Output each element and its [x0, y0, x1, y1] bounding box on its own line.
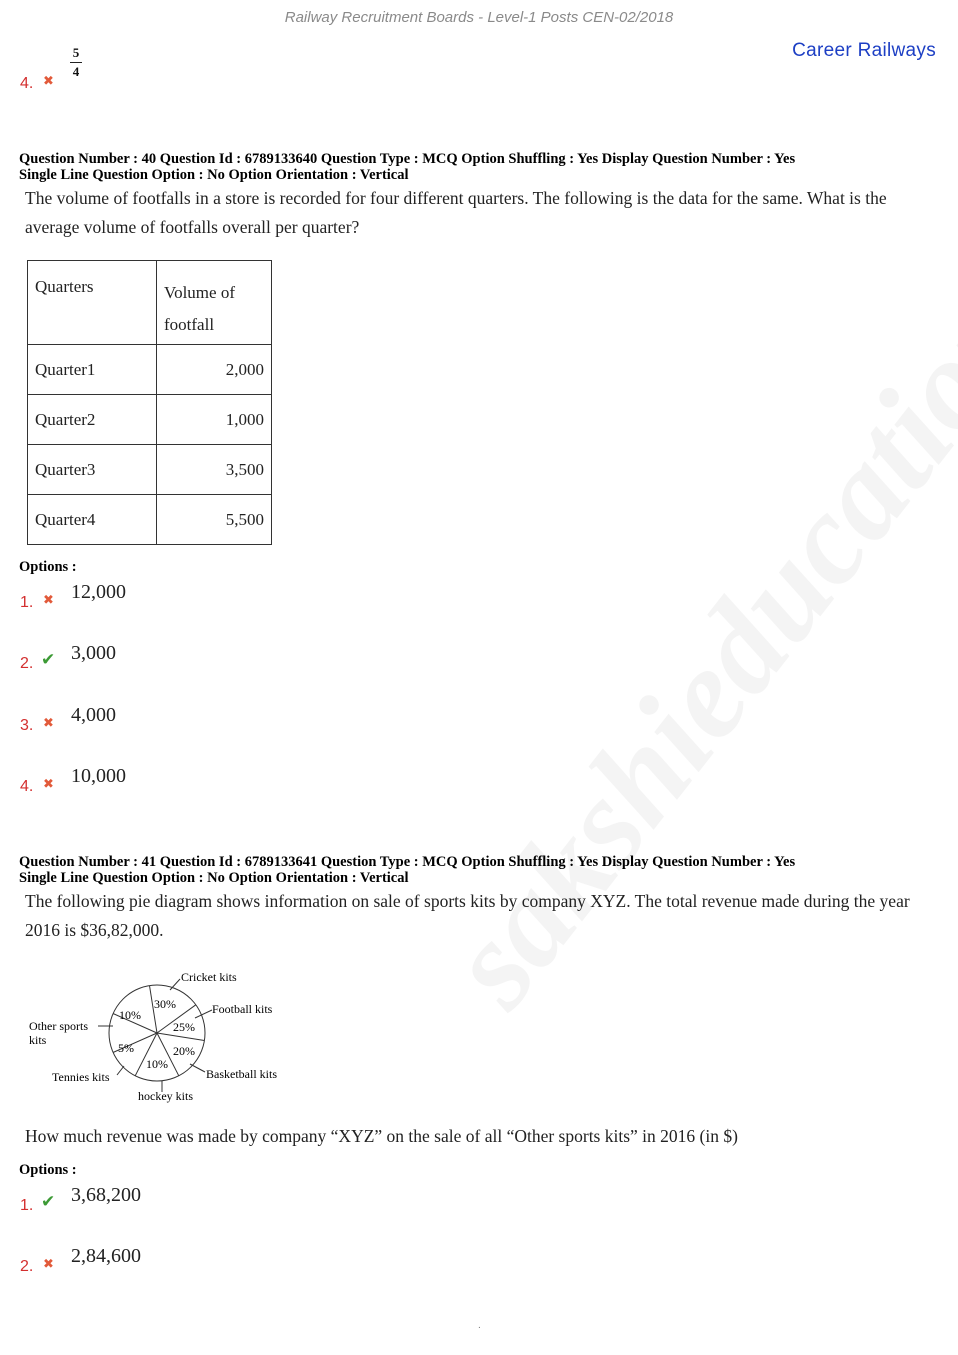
q41-meta [19, 854, 795, 886]
prev-option-number: 4. [20, 75, 34, 92]
table-cell-volume: 5,500 [157, 495, 272, 545]
pie-slice-hockey: 10% [146, 1057, 168, 1071]
q41-meta-line2: Single Line Question Option : No Option Orientation : Vertical [19, 870, 409, 886]
option-value: 4,000 [71, 704, 116, 726]
option-value: 3,68,200 [71, 1184, 141, 1206]
pie-slice-basketball: 20% [173, 1044, 195, 1058]
table-row [28, 445, 272, 495]
option-value: 12,000 [71, 581, 126, 603]
q40-text: The volume of footfalls in a store is recorded for four different quarters. The following is the data for the same. What is the average volume of footfalls overall per quarter? [25, 188, 887, 237]
q41-question: How much revenue was made by company “XYZ” on the sale of all “Other sports kits” in 2016 (in $) [25, 1126, 738, 1146]
pie-divider [157, 1033, 204, 1041]
pie-slice-football: 25% [173, 1020, 195, 1034]
table-cell-quarter: Quarter1 [28, 345, 157, 395]
fraction-denominator: 4 [72, 64, 80, 79]
option-number: 2. [20, 1258, 34, 1275]
pie-label-football: Football kits [212, 1002, 273, 1016]
pie-slice-tennies: 5% [118, 1041, 134, 1055]
wrong-mark-icon: ✖ [43, 592, 54, 607]
option-number: 3. [20, 717, 34, 734]
table-cell-volume: 3,500 [157, 445, 272, 495]
q40-meta-line1: Question Number : 40 Question Id : 6789133640 Question Type : MCQ Option Shuffling : Yes Display Question Number : Yes [19, 151, 796, 167]
table-header-row [28, 261, 272, 345]
leader-line [190, 1064, 205, 1072]
option-value: 3,000 [71, 642, 116, 664]
wrong-mark-icon: ✖ [43, 73, 54, 88]
correct-check-icon: ✔ [41, 650, 56, 669]
table-cell-volume: 2,000 [157, 345, 272, 395]
q40-meta-line2: Single Line Question Option : No Option Orientation : Vertical [19, 167, 409, 183]
pie-label-other-line2: kits [29, 1033, 47, 1047]
wrong-mark-icon: ✖ [43, 1256, 54, 1271]
q41-options-label: Options : [19, 1162, 77, 1178]
leader-line [195, 1010, 212, 1018]
table-row [28, 495, 272, 545]
table-header-quarters: Quarters [28, 261, 157, 345]
q41-meta-line1: Question Number : 41 Question Id : 6789133641 Question Type : MCQ Option Shuffling : Yes Display Question Number : Yes [19, 854, 796, 870]
page-header: Railway Recruitment Boards - Level-1 Posts CEN-02/2018 [284, 9, 674, 26]
pie-slice-cricket: 30% [154, 997, 176, 1011]
brand-label: Career Railways [792, 40, 936, 61]
option-number: 2. [20, 655, 34, 672]
table-header-volume: Volume of footfall [157, 261, 272, 345]
option-number: 1. [20, 1197, 34, 1214]
fraction-numerator: 5 [72, 45, 80, 60]
table-row [28, 395, 272, 445]
option-value: 2,84,600 [71, 1245, 141, 1267]
leader-line [117, 1066, 124, 1075]
pie-label-other-line1: Other sports [29, 1019, 88, 1033]
q40-meta [19, 151, 795, 183]
pie-label-hockey: hockey kits [138, 1089, 193, 1103]
table-cell-volume: 1,000 [157, 395, 272, 445]
option-number: 1. [20, 594, 34, 611]
wrong-mark-icon: ✖ [43, 776, 54, 791]
pie-slice-other: 10% [119, 1008, 141, 1022]
footer-mark: . [478, 1320, 481, 1331]
q40-options-label: Options : [19, 559, 77, 575]
pie-label-cricket: Cricket kits [181, 970, 237, 984]
fraction-bar [70, 62, 82, 63]
pie-label-tennies: Tennies kits [52, 1070, 110, 1084]
pie-diagram [0, 960, 320, 1110]
option-number: 4. [20, 778, 34, 795]
correct-check-icon: ✔ [41, 1192, 56, 1211]
table-cell-quarter: Quarter3 [28, 445, 157, 495]
wrong-mark-icon: ✖ [43, 715, 54, 730]
q41-text: The following pie diagram shows information on sale of sports kits by company XYZ. The total revenue made during the year 2016 is $36,82,000. [25, 891, 910, 940]
fraction [70, 46, 82, 79]
table-cell-quarter: Quarter2 [28, 395, 157, 445]
table-cell-quarter: Quarter4 [28, 495, 157, 545]
q40-data-table [27, 260, 272, 545]
table-row [28, 345, 272, 395]
option-value: 10,000 [71, 765, 126, 787]
pie-label-basketball: Basketball kits [206, 1067, 277, 1081]
